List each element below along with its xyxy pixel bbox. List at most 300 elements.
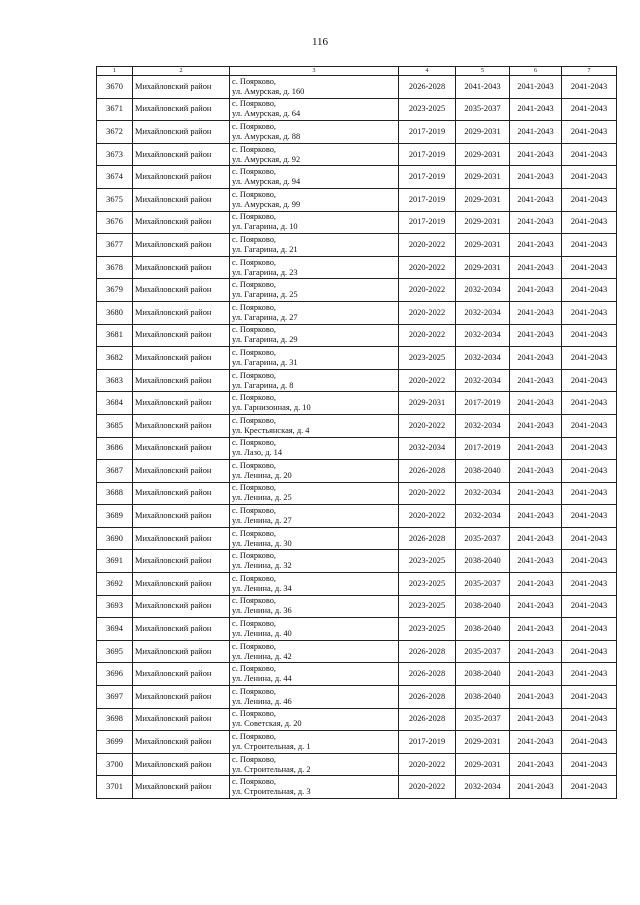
period-col5-cell: 2038-2040 [456, 663, 510, 686]
address-street: ул. Ленина, д. 36 [232, 606, 292, 616]
period-col5-cell: 2035-2037 [456, 573, 510, 596]
table-row [97, 776, 617, 799]
period-col7-cell: 2041-2043 [562, 143, 617, 166]
table-row [97, 279, 617, 302]
address-street: ул. Ленина, д. 20 [232, 470, 292, 480]
row-number-cell: 3690 [97, 527, 133, 550]
period-col4-cell: 2023-2025 [399, 347, 456, 370]
address-locality: с. Поярково, [232, 189, 277, 199]
period-col7-cell: 2041-2043 [562, 640, 617, 663]
period-col4-cell: 2020-2022 [399, 301, 456, 324]
district-name-cell: Михайловский район [133, 301, 230, 324]
address-cell [230, 753, 399, 776]
column-header: 7 [562, 67, 617, 76]
header-row [97, 67, 617, 76]
address-street: ул. Ленина, д. 25 [232, 493, 292, 503]
period-col7-cell: 2041-2043 [562, 301, 617, 324]
row-number-cell: 3687 [97, 460, 133, 483]
period-col5-cell: 2032-2034 [456, 369, 510, 392]
address-locality: с. Поярково, [232, 76, 277, 86]
period-col5-cell: 2035-2037 [456, 708, 510, 731]
address-locality: с. Поярково, [232, 280, 277, 290]
address-street: ул. Амурская, д. 92 [232, 154, 301, 164]
period-col7-cell: 2041-2043 [562, 369, 617, 392]
address-cell [230, 663, 399, 686]
period-col4-cell: 2026-2028 [399, 527, 456, 550]
address-locality: с. Поярково, [232, 641, 277, 651]
address-locality: с. Поярково, [232, 573, 277, 583]
period-col4-cell: 2017-2019 [399, 121, 456, 144]
period-col4-cell: 2020-2022 [399, 324, 456, 347]
period-col6-cell: 2041-2043 [510, 234, 562, 257]
period-col5-cell: 2029-2031 [456, 121, 510, 144]
district-name-cell: Михайловский район [133, 279, 230, 302]
address-locality: с. Поярково, [232, 551, 277, 561]
period-col5-cell: 2029-2031 [456, 753, 510, 776]
period-col5-cell: 2032-2034 [456, 776, 510, 799]
period-col5-cell: 2029-2031 [456, 143, 510, 166]
column-header: 2 [133, 67, 230, 76]
period-col4-cell: 2023-2025 [399, 618, 456, 641]
period-col7-cell: 2041-2043 [562, 324, 617, 347]
period-col7-cell: 2041-2043 [562, 347, 617, 370]
address-street: ул. Ленина, д. 40 [232, 629, 292, 639]
period-col7-cell: 2041-2043 [562, 460, 617, 483]
address-locality: с. Поярково, [232, 777, 277, 787]
period-col6-cell: 2041-2043 [510, 188, 562, 211]
table-row [97, 595, 617, 618]
period-col5-cell: 2035-2037 [456, 98, 510, 121]
address-street: ул. Амурская, д. 88 [232, 131, 301, 141]
row-number-cell: 3681 [97, 324, 133, 347]
table-row [97, 482, 617, 505]
row-number-cell: 3691 [97, 550, 133, 573]
address-locality: с. Поярково, [232, 370, 277, 380]
address-cell [230, 98, 399, 121]
district-name-cell: Михайловский район [133, 414, 230, 437]
period-col5-cell: 2029-2031 [456, 256, 510, 279]
period-col7-cell: 2041-2043 [562, 550, 617, 573]
table-row [97, 505, 617, 528]
district-name-cell: Михайловский район [133, 595, 230, 618]
row-number-cell: 3688 [97, 482, 133, 505]
district-name-cell: Михайловский район [133, 76, 230, 99]
period-col6-cell: 2041-2043 [510, 166, 562, 189]
table-row [97, 121, 617, 144]
address-locality: с. Поярково, [232, 415, 277, 425]
district-name-cell: Михайловский район [133, 573, 230, 596]
period-col7-cell: 2041-2043 [562, 686, 617, 709]
row-number-cell: 3674 [97, 166, 133, 189]
period-col5-cell: 2032-2034 [456, 414, 510, 437]
period-col6-cell: 2041-2043 [510, 143, 562, 166]
period-col4-cell: 2023-2025 [399, 550, 456, 573]
address-cell [230, 595, 399, 618]
address-cell [230, 392, 399, 415]
district-name-cell: Михайловский район [133, 188, 230, 211]
period-col4-cell: 2026-2028 [399, 663, 456, 686]
row-number-cell: 3701 [97, 776, 133, 799]
table-row [97, 188, 617, 211]
row-number-cell: 3699 [97, 731, 133, 754]
period-col7-cell: 2041-2043 [562, 256, 617, 279]
period-col7-cell: 2041-2043 [562, 708, 617, 731]
period-col4-cell: 2020-2022 [399, 505, 456, 528]
table-row [97, 550, 617, 573]
address-street: ул. Лазо, д. 14 [232, 448, 283, 458]
address-street: ул. Гарнизонная, д. 10 [232, 403, 311, 413]
period-col4-cell: 2020-2022 [399, 279, 456, 302]
table-row [97, 256, 617, 279]
address-street: ул. Ленина, д. 27 [232, 516, 292, 526]
table-row [97, 527, 617, 550]
repair-schedule-table [96, 66, 617, 799]
period-col6-cell: 2041-2043 [510, 279, 562, 302]
period-col5-cell: 2017-2019 [456, 392, 510, 415]
row-number-cell: 3684 [97, 392, 133, 415]
row-number-cell: 3698 [97, 708, 133, 731]
row-number-cell: 3689 [97, 505, 133, 528]
table-row [97, 686, 617, 709]
period-col5-cell: 2029-2031 [456, 234, 510, 257]
address-cell [230, 505, 399, 528]
period-col4-cell: 2026-2028 [399, 640, 456, 663]
row-number-cell: 3680 [97, 301, 133, 324]
period-col4-cell: 2020-2022 [399, 234, 456, 257]
period-col4-cell: 2017-2019 [399, 731, 456, 754]
period-col4-cell: 2020-2022 [399, 369, 456, 392]
period-col7-cell: 2041-2043 [562, 505, 617, 528]
row-number-cell: 3695 [97, 640, 133, 663]
period-col7-cell: 2041-2043 [562, 595, 617, 618]
address-street: ул. Ленина, д. 32 [232, 561, 292, 571]
address-cell [230, 234, 399, 257]
address-street: ул. Амурская, д. 160 [232, 86, 305, 96]
district-name-cell: Михайловский район [133, 143, 230, 166]
address-cell [230, 121, 399, 144]
table-row [97, 392, 617, 415]
period-col7-cell: 2041-2043 [562, 279, 617, 302]
district-name-cell: Михайловский район [133, 166, 230, 189]
address-street: ул. Гагарина, д. 21 [232, 244, 298, 254]
period-col6-cell: 2041-2043 [510, 324, 562, 347]
period-col4-cell: 2023-2025 [399, 595, 456, 618]
address-locality: с. Поярково, [232, 325, 277, 335]
address-street: ул. Гагарина, д. 31 [232, 357, 298, 367]
period-col5-cell: 2038-2040 [456, 595, 510, 618]
period-col4-cell: 2026-2028 [399, 76, 456, 99]
table-row [97, 618, 617, 641]
table-row [97, 731, 617, 754]
period-col5-cell: 2032-2034 [456, 347, 510, 370]
column-header: 6 [510, 67, 562, 76]
period-col6-cell: 2041-2043 [510, 686, 562, 709]
period-col7-cell: 2041-2043 [562, 437, 617, 460]
table-row [97, 460, 617, 483]
table-row [97, 143, 617, 166]
period-col4-cell: 2017-2019 [399, 143, 456, 166]
address-street: ул. Амурская, д. 94 [232, 177, 301, 187]
period-col6-cell: 2041-2043 [510, 121, 562, 144]
address-cell [230, 731, 399, 754]
district-name-cell: Михайловский район [133, 347, 230, 370]
address-cell [230, 279, 399, 302]
period-col7-cell: 2041-2043 [562, 234, 617, 257]
row-number-cell: 3693 [97, 595, 133, 618]
district-name-cell: Михайловский район [133, 753, 230, 776]
address-locality: с. Поярково, [232, 167, 277, 177]
period-col4-cell: 2020-2022 [399, 753, 456, 776]
district-name-cell: Михайловский район [133, 369, 230, 392]
address-locality: с. Поярково, [232, 347, 277, 357]
district-name-cell: Михайловский район [133, 482, 230, 505]
period-col5-cell: 2032-2034 [456, 482, 510, 505]
period-col7-cell: 2041-2043 [562, 482, 617, 505]
period-col7-cell: 2041-2043 [562, 527, 617, 550]
address-street: ул. Амурская, д. 64 [232, 109, 301, 119]
address-street: ул. Ленина, д. 34 [232, 583, 292, 593]
address-cell [230, 640, 399, 663]
table-row [97, 369, 617, 392]
period-col4-cell: 2020-2022 [399, 256, 456, 279]
district-name-cell: Михайловский район [133, 776, 230, 799]
address-locality: с. Поярково, [232, 121, 277, 131]
address-locality: с. Поярково, [232, 99, 277, 109]
column-header: 4 [399, 67, 456, 76]
table-row [97, 708, 617, 731]
repair-schedule-table-wrap [96, 66, 616, 799]
period-col6-cell: 2041-2043 [510, 527, 562, 550]
row-number-cell: 3682 [97, 347, 133, 370]
table-row [97, 437, 617, 460]
district-name-cell: Михайловский район [133, 234, 230, 257]
period-col6-cell: 2041-2043 [510, 301, 562, 324]
address-locality: с. Поярково, [232, 302, 277, 312]
table-row [97, 640, 617, 663]
address-locality: с. Поярково, [232, 144, 277, 154]
district-name-cell: Михайловский район [133, 663, 230, 686]
address-street: ул. Советская, д. 20 [232, 719, 302, 729]
table-row [97, 347, 617, 370]
address-cell [230, 708, 399, 731]
address-cell [230, 437, 399, 460]
period-col4-cell: 2017-2019 [399, 166, 456, 189]
district-name-cell: Михайловский район [133, 505, 230, 528]
period-col5-cell: 2038-2040 [456, 550, 510, 573]
district-name-cell: Михайловский район [133, 460, 230, 483]
address-cell [230, 460, 399, 483]
page-number: 116 [311, 36, 329, 48]
period-col4-cell: 2020-2022 [399, 414, 456, 437]
table-row [97, 414, 617, 437]
address-cell [230, 618, 399, 641]
period-col4-cell: 2032-2034 [399, 437, 456, 460]
period-col5-cell: 2038-2040 [456, 618, 510, 641]
row-number-cell: 3679 [97, 279, 133, 302]
address-cell [230, 550, 399, 573]
period-col7-cell: 2041-2043 [562, 188, 617, 211]
address-locality: с. Поярково, [232, 596, 277, 606]
period-col6-cell: 2041-2043 [510, 753, 562, 776]
district-name-cell: Михайловский район [133, 121, 230, 144]
row-number-cell: 3694 [97, 618, 133, 641]
period-col5-cell: 2035-2037 [456, 640, 510, 663]
row-number-cell: 3677 [97, 234, 133, 257]
table-row [97, 234, 617, 257]
period-col7-cell: 2041-2043 [562, 573, 617, 596]
row-number-cell: 3670 [97, 76, 133, 99]
table-row [97, 663, 617, 686]
period-col6-cell: 2041-2043 [510, 708, 562, 731]
row-number-cell: 3683 [97, 369, 133, 392]
address-locality: с. Поярково, [232, 732, 277, 742]
address-street: ул. Гагарина, д. 8 [232, 380, 294, 390]
district-name-cell: Михайловский район [133, 211, 230, 234]
period-col5-cell: 2032-2034 [456, 324, 510, 347]
period-col5-cell: 2029-2031 [456, 731, 510, 754]
district-name-cell: Михайловский район [133, 392, 230, 415]
address-cell [230, 211, 399, 234]
address-locality: с. Поярково, [232, 506, 277, 516]
table-row [97, 76, 617, 99]
period-col7-cell: 2041-2043 [562, 121, 617, 144]
district-name-cell: Михайловский район [133, 98, 230, 121]
period-col5-cell: 2032-2034 [456, 505, 510, 528]
address-street: ул. Строительная, д. 2 [232, 764, 311, 774]
period-col5-cell: 2035-2037 [456, 527, 510, 550]
address-street: ул. Амурская, д. 99 [232, 199, 301, 209]
period-col6-cell: 2041-2043 [510, 256, 562, 279]
period-col5-cell: 2032-2034 [456, 301, 510, 324]
period-col6-cell: 2041-2043 [510, 437, 562, 460]
address-locality: с. Поярково, [232, 619, 277, 629]
address-locality: с. Поярково, [232, 664, 277, 674]
row-number-cell: 3672 [97, 121, 133, 144]
period-col5-cell: 2029-2031 [456, 166, 510, 189]
period-col6-cell: 2041-2043 [510, 776, 562, 799]
period-col6-cell: 2041-2043 [510, 460, 562, 483]
period-col6-cell: 2041-2043 [510, 369, 562, 392]
period-col6-cell: 2041-2043 [510, 640, 562, 663]
table-row [97, 211, 617, 234]
address-cell [230, 369, 399, 392]
period-col7-cell: 2041-2043 [562, 166, 617, 189]
row-number-cell: 3671 [97, 98, 133, 121]
period-col5-cell: 2032-2034 [456, 279, 510, 302]
period-col7-cell: 2041-2043 [562, 753, 617, 776]
district-name-cell: Михайловский район [133, 550, 230, 573]
period-col4-cell: 2020-2022 [399, 776, 456, 799]
address-cell [230, 143, 399, 166]
period-col7-cell: 2041-2043 [562, 211, 617, 234]
address-street: ул. Ленина, д. 30 [232, 538, 292, 548]
address-cell [230, 301, 399, 324]
period-col7-cell: 2041-2043 [562, 776, 617, 799]
period-col5-cell: 2041-2043 [456, 76, 510, 99]
address-cell [230, 686, 399, 709]
district-name-cell: Михайловский район [133, 686, 230, 709]
row-number-cell: 3697 [97, 686, 133, 709]
address-locality: с. Поярково, [232, 460, 277, 470]
address-cell [230, 256, 399, 279]
address-cell [230, 76, 399, 99]
period-col7-cell: 2041-2043 [562, 414, 617, 437]
row-number-cell: 3700 [97, 753, 133, 776]
district-name-cell: Михайловский район [133, 256, 230, 279]
address-street: ул. Строительная, д. 1 [232, 742, 311, 752]
address-cell [230, 414, 399, 437]
table-row [97, 753, 617, 776]
period-col5-cell: 2038-2040 [456, 686, 510, 709]
table-row [97, 301, 617, 324]
district-name-cell: Михайловский район [133, 437, 230, 460]
period-col4-cell: 2017-2019 [399, 211, 456, 234]
address-cell [230, 573, 399, 596]
period-col6-cell: 2041-2043 [510, 414, 562, 437]
address-locality: с. Поярково, [232, 212, 277, 222]
period-col5-cell: 2029-2031 [456, 211, 510, 234]
address-locality: с. Поярково, [232, 257, 277, 267]
period-col5-cell: 2017-2019 [456, 437, 510, 460]
address-street: ул. Ленина, д. 42 [232, 651, 292, 661]
period-col7-cell: 2041-2043 [562, 618, 617, 641]
address-locality: с. Поярково, [232, 234, 277, 244]
column-header: 1 [97, 67, 133, 76]
address-street: ул. Гагарина, д. 29 [232, 335, 298, 345]
period-col5-cell: 2038-2040 [456, 460, 510, 483]
period-col6-cell: 2041-2043 [510, 550, 562, 573]
address-street: ул. Гагарина, д. 10 [232, 222, 298, 232]
address-cell [230, 324, 399, 347]
column-header: 5 [456, 67, 510, 76]
address-cell [230, 188, 399, 211]
period-col6-cell: 2041-2043 [510, 663, 562, 686]
address-street: ул. Гагарина, д. 25 [232, 290, 298, 300]
row-number-cell: 3685 [97, 414, 133, 437]
address-locality: с. Поярково, [232, 709, 277, 719]
address-cell [230, 166, 399, 189]
row-number-cell: 3675 [97, 188, 133, 211]
table-row [97, 98, 617, 121]
period-col6-cell: 2041-2043 [510, 98, 562, 121]
address-locality: с. Поярково, [232, 393, 277, 403]
period-col6-cell: 2041-2043 [510, 595, 562, 618]
row-number-cell: 3692 [97, 573, 133, 596]
district-name-cell: Михайловский район [133, 324, 230, 347]
table-body [97, 76, 617, 799]
address-street: ул. Строительная, д. 3 [232, 787, 311, 797]
table-row [97, 166, 617, 189]
address-cell [230, 527, 399, 550]
address-locality: с. Поярково, [232, 686, 277, 696]
period-col6-cell: 2041-2043 [510, 731, 562, 754]
table-row [97, 573, 617, 596]
period-col6-cell: 2041-2043 [510, 573, 562, 596]
period-col4-cell: 2023-2025 [399, 98, 456, 121]
address-street: ул. Ленина, д. 46 [232, 696, 292, 706]
district-name-cell: Михайловский район [133, 527, 230, 550]
period-col6-cell: 2041-2043 [510, 392, 562, 415]
district-name-cell: Михайловский район [133, 640, 230, 663]
district-name-cell: Михайловский район [133, 708, 230, 731]
period-col6-cell: 2041-2043 [510, 505, 562, 528]
period-col7-cell: 2041-2043 [562, 731, 617, 754]
period-col4-cell: 2026-2028 [399, 686, 456, 709]
address-locality: с. Поярково, [232, 438, 277, 448]
address-locality: с. Поярково, [232, 754, 277, 764]
period-col7-cell: 2041-2043 [562, 76, 617, 99]
period-col5-cell: 2029-2031 [456, 188, 510, 211]
